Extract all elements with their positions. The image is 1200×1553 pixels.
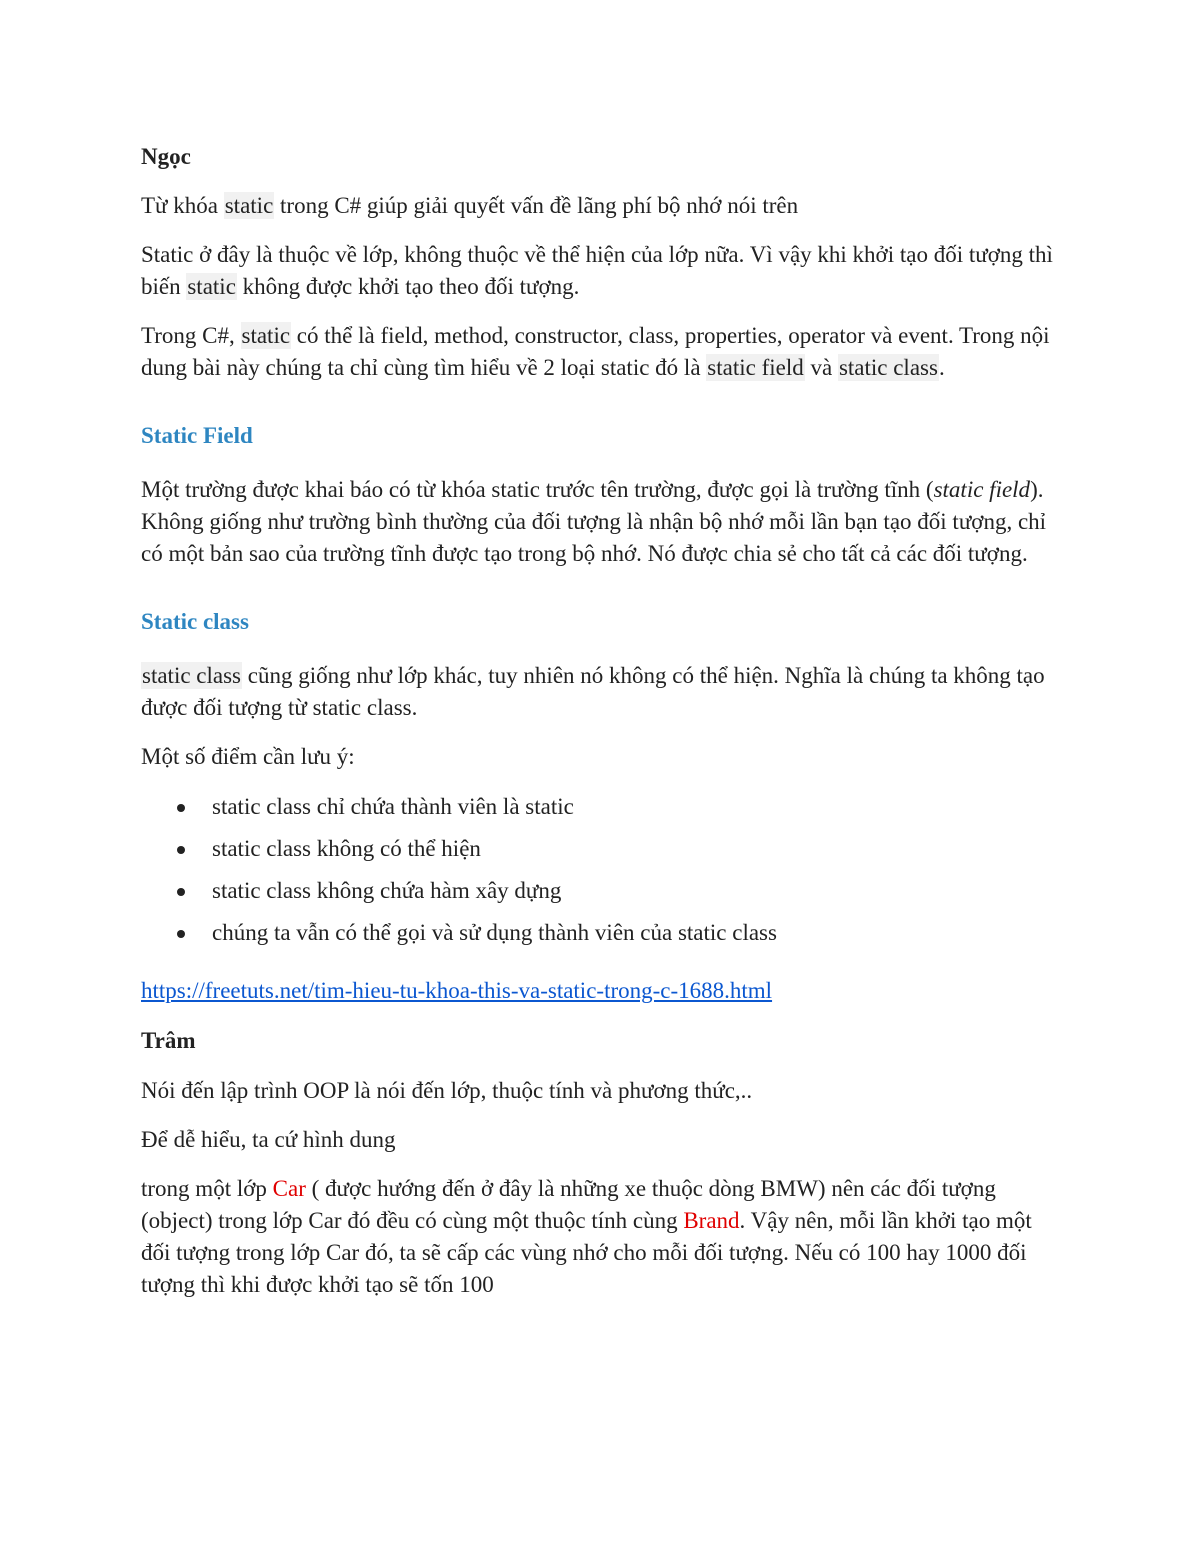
notes-intro: Một số điểm cần lưu ý: xyxy=(141,744,355,769)
intro-paragraph xyxy=(141,190,1061,222)
list-item xyxy=(141,875,1061,907)
text: . Vậy nên, mỗi lần khởi tạo một đối tượng trong lớp Car đó, ta sẽ cấp các vùng nhớ cho mỗi đối tượng. Nếu có 100 hay 1000 đối tượng thì khi được khởi tạo sẽ tốn 100 xyxy=(141,1208,1032,1297)
notes-list xyxy=(141,791,1061,949)
list-item-text: chúng ta vẫn có thể gọi và sử dụng thành viên của static class xyxy=(212,920,777,945)
author-name: Ngọc xyxy=(141,144,191,169)
red-term-brand: Brand xyxy=(683,1208,740,1233)
text: Trong C#, xyxy=(141,323,241,348)
red-term-car: Car xyxy=(272,1176,306,1201)
text: Từ khóa xyxy=(141,193,224,218)
bullet-icon xyxy=(177,804,185,812)
static-usage-paragraph xyxy=(141,320,1061,384)
static-definition-paragraph xyxy=(141,239,1061,303)
imagine-paragraph: Để dễ hiểu, ta cứ hình dung xyxy=(141,1127,396,1152)
text: ( được hướng đến ở đây là những xe thuộc dòng BMW) nên các đối tượng (object) trong lớp Car đó đều có cùng một thuộc tính cùng xyxy=(141,1176,996,1233)
keyword-static-field: static field xyxy=(707,355,804,380)
text: ). Không giống như trường bình thường của đối tượng là nhận bộ nhớ mỗi lần bạn tạo đối tượng, chỉ có một bản sao của trường tĩnh được tạo trong bộ nhớ. Nó được chia sẻ cho tất cả các đối tượng. xyxy=(141,477,1047,566)
text: không được khởi tạo theo đối tượng. xyxy=(236,274,580,299)
list-item xyxy=(141,917,1061,949)
oop-paragraph: Nói đến lập trình OOP là nói đến lớp, thuộc tính và phương thức,.. xyxy=(141,1078,753,1103)
keyword-static-class: static class xyxy=(142,663,241,688)
bullet-icon xyxy=(177,888,185,896)
text: trong C# giúp giải quyết vấn đề lãng phí bộ nhớ nói trên xyxy=(274,193,799,218)
heading-static-field: Static Field xyxy=(141,423,253,448)
keyword-static: static xyxy=(187,274,236,299)
author-name: Trâm xyxy=(141,1028,196,1053)
italic-term: static field xyxy=(933,477,1031,502)
keyword-static: static xyxy=(224,193,274,218)
car-example-paragraph xyxy=(141,1173,1061,1301)
text: Một trường được khai báo có từ khóa static trước tên trường, được gọi là trường tĩnh ( xyxy=(141,477,934,502)
list-item xyxy=(141,791,1061,823)
text: có thể là field, method, constructor, class, properties, operator và event. Trong nội dung bài này chúng ta chỉ cùng tìm hiểu về 2 loại static đó là xyxy=(141,323,1050,380)
document-content xyxy=(141,138,1061,1301)
text: Static ở đây là thuộc về lớp, không thuộc về thể hiện của lớp nữa. Vì vậy khi khởi tạo đối tượng thì biến xyxy=(141,242,1053,299)
heading-static-class: Static class xyxy=(141,609,249,634)
bullet-icon xyxy=(177,846,185,854)
list-item-text: static class không có thể hiện xyxy=(212,836,481,861)
list-item-text: static class chỉ chứa thành viên là static xyxy=(212,794,574,819)
keyword-static-class: static class xyxy=(838,355,938,380)
list-item xyxy=(141,833,1061,865)
bullet-icon xyxy=(177,930,185,938)
list-item-text: static class không chứa hàm xây dựng xyxy=(212,878,562,903)
text: . xyxy=(938,355,945,380)
static-field-paragraph xyxy=(141,474,1061,570)
reference-link-paragraph xyxy=(141,975,1061,1007)
reference-link[interactable]: https://freetuts.net/tim-hieu-tu-khoa-this-va-static-trong-c-1688.html xyxy=(141,978,773,1003)
keyword-static: static xyxy=(241,323,291,348)
text: cũng giống như lớp khác, tuy nhiên nó không có thể hiện. Nghĩa là chúng ta không tạo được đối tượng từ static class. xyxy=(141,663,1045,720)
text: và xyxy=(804,355,838,380)
text: trong một lớp xyxy=(141,1176,273,1201)
static-class-paragraph xyxy=(141,660,1061,724)
